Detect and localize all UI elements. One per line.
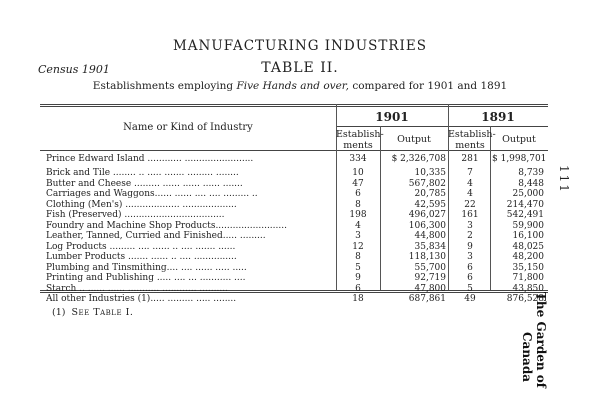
output-1891: 48,200 <box>512 252 544 262</box>
output-1891: 876,528 <box>506 294 544 304</box>
output-1901: 47,800 <box>414 283 446 294</box>
output-1891: 59,900 <box>512 220 544 231</box>
table-row <box>40 294 548 305</box>
est-1891-header: Establish- ments <box>448 129 496 151</box>
industry-name: Brick and Tile ........ .. ..... ....... ......... ........ <box>46 168 239 178</box>
output-1891-header: Output <box>502 134 536 145</box>
page-title: MANUFACTURING INDUSTRIES <box>172 38 427 54</box>
establishments-1901: 4 <box>355 220 361 231</box>
industry-name: Fish (Preserved) ................................... <box>46 210 225 220</box>
industry-table <box>40 104 548 304</box>
industry-name: Butter and Cheese ......... ...... ...... ...... ....... <box>46 178 243 189</box>
output-1891: 25,000 <box>512 189 544 199</box>
output-1901: $ 2,326,708 <box>391 154 446 164</box>
establishments-1901: 6 <box>355 189 361 199</box>
subtitle-after: compared for 1901 and 1891 <box>349 80 508 92</box>
output-1901: 567,802 <box>408 178 446 189</box>
table-row <box>40 273 548 284</box>
industry-name: Log Products ......... .... ...... .. .... ....... ...... <box>46 241 236 252</box>
side-page-number: 111 <box>557 165 571 194</box>
establishments-1891: 4 <box>467 178 473 189</box>
output-1901: 20,785 <box>414 189 446 199</box>
establishments-1891: 2 <box>467 231 473 241</box>
establishments-1891: 6 <box>467 262 473 273</box>
output-1891: 35,150 <box>512 262 544 273</box>
output-1901: 92,719 <box>414 273 446 283</box>
footnote-text: See Table I. <box>71 307 134 318</box>
output-1901: 106,300 <box>408 220 446 231</box>
establishments-1891: 3 <box>467 252 473 262</box>
table-row <box>40 210 548 221</box>
year-1891-header: 1891 <box>481 110 515 124</box>
output-1901: 42,595 <box>414 199 446 210</box>
industry-name: All other Industries (1)..... ......... ..... ........ <box>46 294 237 304</box>
table-row <box>40 231 548 242</box>
establishments-1901: 3 <box>355 231 361 241</box>
output-1901: 35,834 <box>414 241 446 252</box>
establishments-1891: 161 <box>461 210 479 220</box>
output-1891: 16,100 <box>512 231 544 241</box>
output-1901: 687,861 <box>408 294 446 304</box>
establishments-1901: 6 <box>355 283 361 294</box>
industry-name: Lumber Products ....... ...... .. .... ............... <box>46 252 237 262</box>
establishments-1891: 281 <box>461 154 479 164</box>
watermark-line-2: Canada <box>520 332 534 382</box>
establishments-1901: 9 <box>355 273 361 283</box>
industry-name: Clothing (Men's) ................... ................... <box>46 199 237 210</box>
table-row <box>40 263 548 274</box>
table-subtitle <box>0 80 600 92</box>
establishments-1901: 198 <box>349 210 367 220</box>
table-top-rule <box>40 104 548 107</box>
establishments-1901: 18 <box>352 294 364 304</box>
establishments-1891: 7 <box>467 168 473 178</box>
table-row <box>40 284 548 295</box>
garden-of-canada-watermark <box>500 292 548 402</box>
watermark-line-1: The Garden of <box>534 292 548 388</box>
output-1901: 55,700 <box>414 262 446 273</box>
est-1901-header: Establish- ments <box>336 129 384 151</box>
industry-name: Starch .. ...... ...... ........... ............ .......... <box>46 283 228 294</box>
name-column-header: Name or Kind of Industry <box>123 122 253 133</box>
table-row <box>40 242 548 253</box>
table-row <box>40 154 548 165</box>
table-row <box>40 221 548 232</box>
industry-name: Prince Edward Island ............ ........................ <box>46 154 254 164</box>
output-1901: 496,027 <box>408 210 446 220</box>
industry-name: Carriages and Waggons...... ...... .... .... ......... .. <box>46 189 258 199</box>
subtitle-before: Establishments employing <box>92 80 237 92</box>
establishments-1891: 49 <box>464 294 476 304</box>
industry-name: Foundry and Machine Shop Products......................... <box>46 220 287 231</box>
output-1891: 43,850 <box>512 283 544 294</box>
output-1891: 71,800 <box>512 273 544 283</box>
subtitle-italic: Five Hands and over, <box>236 80 349 92</box>
establishments-1901: 8 <box>355 199 361 210</box>
census-label: Census 1901 <box>38 63 110 76</box>
table-row <box>40 200 548 211</box>
industry-name: Plumbing and Tinsmithing.... .... ...... ..... ..... <box>46 262 247 273</box>
table-footnote <box>52 307 133 318</box>
table-row <box>40 168 548 179</box>
establishments-1901: 47 <box>352 178 364 189</box>
establishments-1901: 12 <box>352 241 364 252</box>
year-1901-header: 1901 <box>375 110 409 124</box>
output-1901: 10,335 <box>414 168 446 178</box>
table-row <box>40 189 548 200</box>
establishments-1901: 8 <box>355 252 361 262</box>
output-1891: 48,025 <box>512 241 544 252</box>
establishments-1901: 5 <box>355 262 361 273</box>
output-1901: 44,800 <box>414 231 446 241</box>
output-1891: 8,448 <box>518 178 544 189</box>
establishments-1901: 10 <box>352 168 364 178</box>
table-row <box>40 252 548 263</box>
establishments-1901: 334 <box>349 154 367 164</box>
industry-name: Leather, Tanned, Curried and Finished..... ......... <box>46 231 266 241</box>
establishments-1891: 3 <box>467 220 473 231</box>
establishments-1891: 4 <box>467 189 473 199</box>
establishments-1891: 5 <box>467 283 473 294</box>
output-1891: $ 1,998,701 <box>492 154 547 164</box>
output-1891: 542,491 <box>506 210 544 220</box>
establishments-1891: 9 <box>467 241 473 252</box>
footnote-marker: (1) <box>52 307 66 318</box>
industry-name: Printing and Publishing ..... .... ... ........... .... <box>46 273 246 283</box>
output-1901-header: Output <box>397 134 431 145</box>
year-divider-rule <box>336 126 548 127</box>
output-1901: 118,130 <box>408 252 446 262</box>
table-row <box>40 179 548 190</box>
table-title: TABLE II. <box>261 60 339 76</box>
establishments-1891: 6 <box>467 273 473 283</box>
output-1891: 8,739 <box>518 168 544 178</box>
output-1891: 214,470 <box>506 199 544 210</box>
establishments-1891: 22 <box>464 199 476 210</box>
